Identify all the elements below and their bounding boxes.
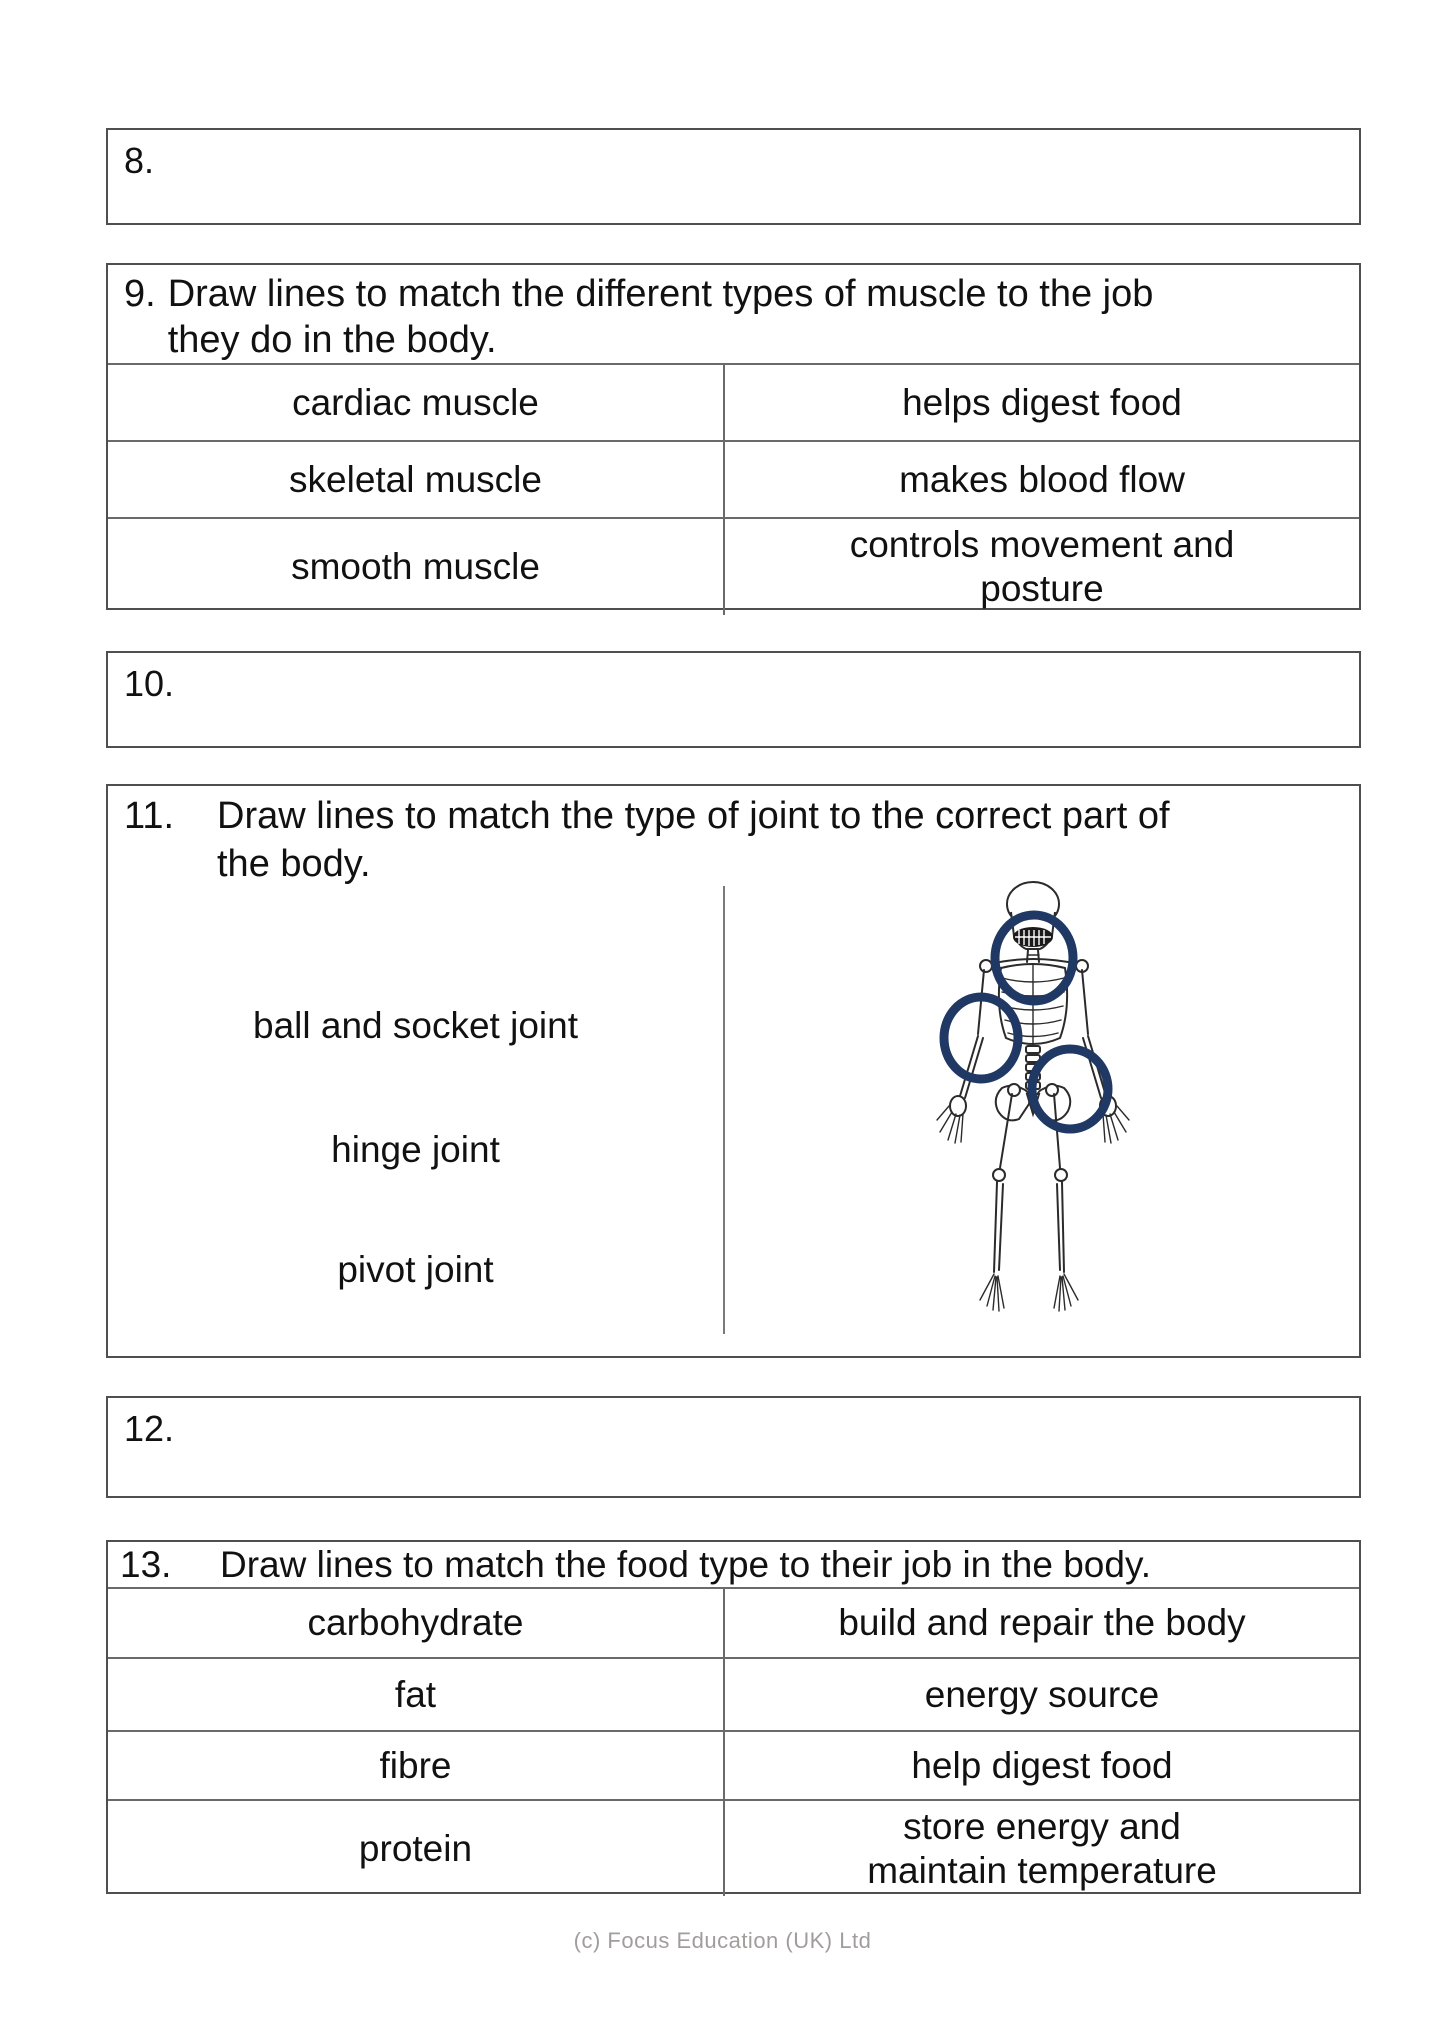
question-9-box	[106, 263, 1361, 610]
food-type-cell: fat	[108, 1659, 725, 1730]
question-10-box	[106, 651, 1361, 748]
food-type-cell: protein	[108, 1801, 725, 1896]
table-row	[108, 1730, 1359, 1799]
food-type-cell: fibre	[108, 1732, 725, 1799]
question-10-number: 10.	[124, 663, 175, 704]
table-row	[108, 440, 1359, 517]
food-job-cell: store energy and maintain temperature	[867, 1805, 1217, 1891]
joint-label-hinge: hinge joint	[331, 1129, 500, 1170]
table-row	[108, 1657, 1359, 1730]
muscle-job-cell: makes blood flow	[899, 458, 1185, 500]
muscle-job-cell: controls movement and posture	[849, 524, 1235, 609]
question-13-box	[106, 1540, 1361, 1894]
question-11-box	[106, 784, 1361, 1358]
joint-label-ball-and-socket: ball and socket joint	[253, 1005, 578, 1046]
muscle-type-cell: smooth muscle	[108, 519, 725, 615]
column-divider-line	[723, 886, 725, 1334]
table-row	[108, 363, 1359, 440]
table-row	[108, 1587, 1359, 1657]
muscle-type-cell: cardiac muscle	[108, 365, 725, 440]
skeleton-illustration	[902, 880, 1164, 1322]
food-job-cell: build and repair the body	[838, 1602, 1246, 1643]
food-match-table	[108, 1587, 1359, 1896]
food-job-cell: help digest food	[911, 1744, 1173, 1786]
food-job-cell: energy source	[924, 1673, 1160, 1715]
question-9-title-text: Draw lines to match the different types of muscle to the job they do in the body.	[167, 273, 1154, 361]
question-13-title	[108, 1542, 1359, 1587]
question-11-title	[108, 786, 1359, 888]
food-type-cell: carbohydrate	[108, 1589, 725, 1657]
skeleton-diagram	[902, 880, 1164, 1322]
table-row	[108, 1799, 1359, 1896]
joint-label-pivot: pivot joint	[337, 1249, 494, 1290]
question-13-number: 13.	[120, 1543, 172, 1585]
question-8-number: 8.	[124, 140, 155, 181]
question-8-box	[106, 128, 1361, 225]
table-row	[108, 517, 1359, 615]
question-9-title	[108, 265, 1359, 363]
question-13-title-text: Draw lines to match the food type to their job in the body.	[220, 1543, 1151, 1585]
question-12-number: 12.	[124, 1408, 175, 1449]
question-12-box	[106, 1396, 1361, 1498]
question-11-title-text: Draw lines to match the type of joint to the correct part of the body.	[217, 795, 1170, 885]
muscle-match-table	[108, 363, 1359, 615]
question-9-number: 9.	[124, 273, 156, 315]
muscle-job-cell: helps digest food	[902, 381, 1182, 423]
muscle-type-cell: skeletal muscle	[108, 442, 725, 517]
copyright-footer: (c) Focus Education (UK) Ltd	[573, 1928, 872, 1953]
question-11-number: 11.	[124, 795, 175, 837]
